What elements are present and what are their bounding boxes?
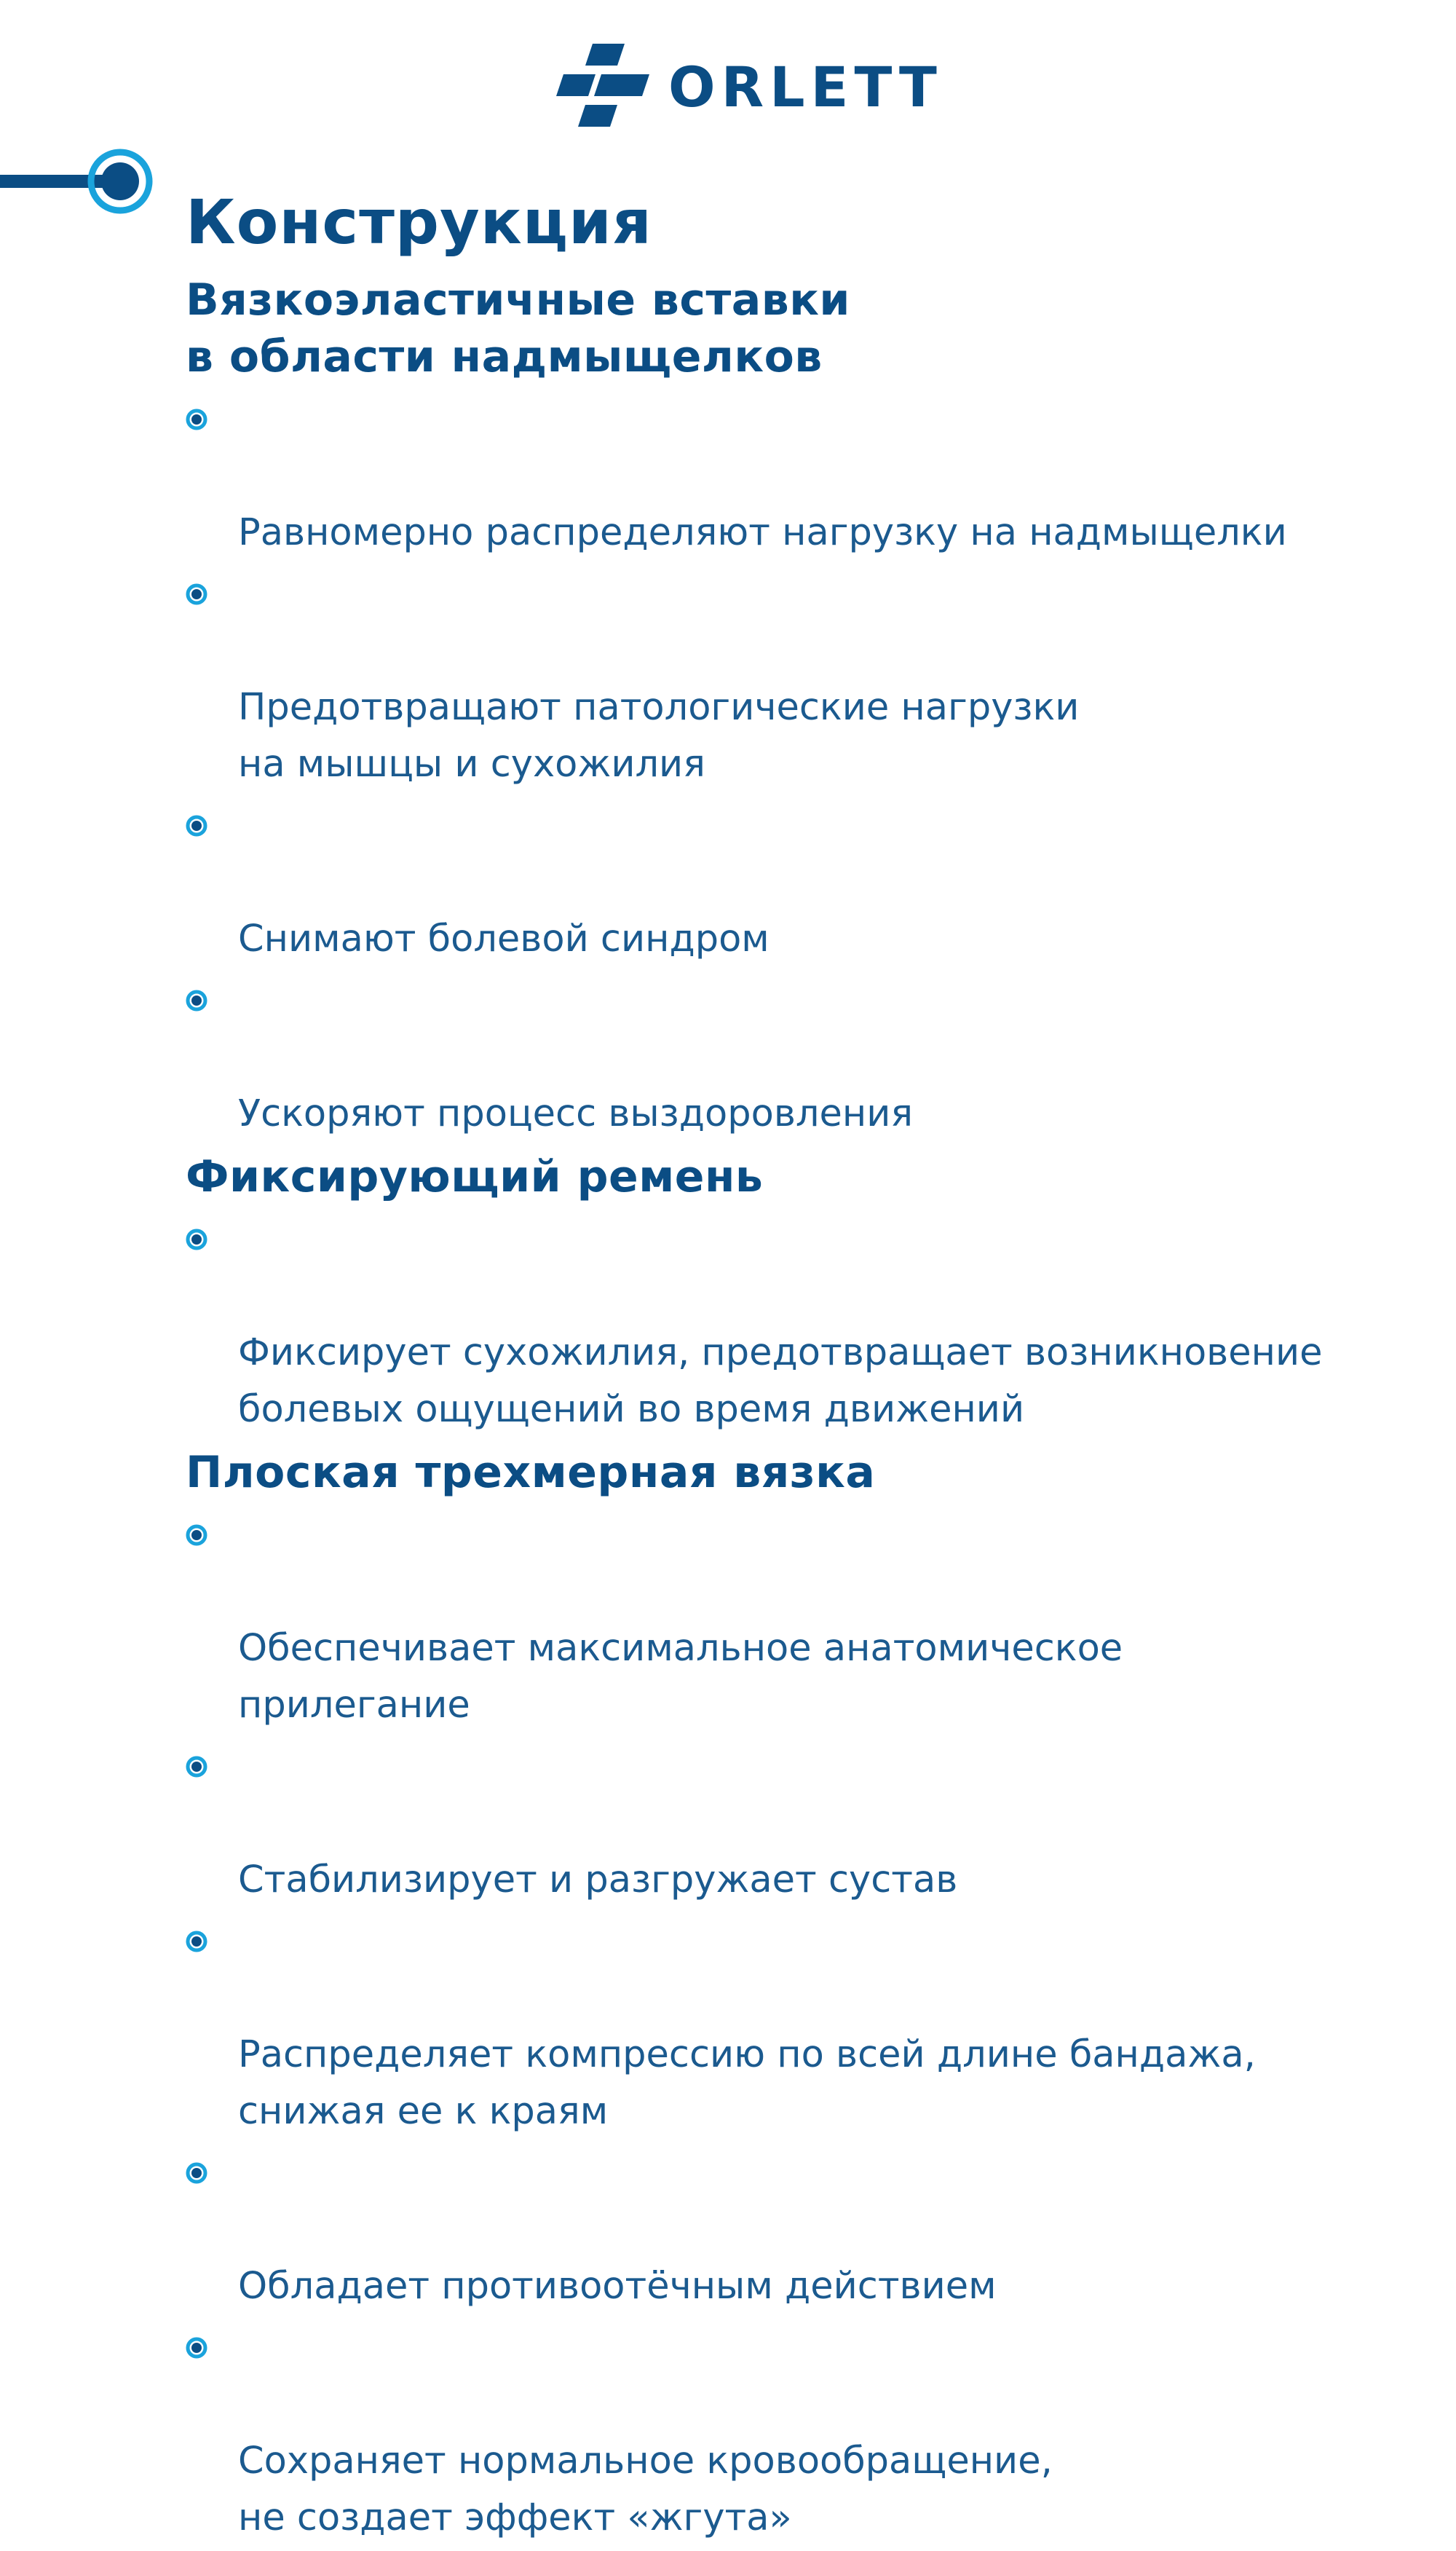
list-item-text: Обладает противоотёчным действием (238, 2265, 997, 2308)
list-item-text: Ускоряют процесс выздоровления (238, 1092, 914, 1135)
list-item (186, 566, 1438, 793)
list-item (186, 972, 1438, 1143)
brand-logo (553, 44, 943, 131)
ring-bullet-icon (186, 1524, 207, 1546)
list-item-text: Предотвращают патологические нагрузки на мышцы и сухожилия (238, 686, 1080, 786)
ring-bullet-icon (186, 1229, 207, 1250)
list-item (186, 2319, 1438, 2547)
list-item-text: Распределяет компрессию по всей длине бандажа, снижая ее к краям (238, 2033, 1256, 2133)
list-item-text: Снимают болевой синдром (238, 918, 769, 961)
list-item-text: Стабилизирует и разгружает сустав (238, 1858, 958, 1901)
list-item-text: Фиксирует сухожилия, предотвращает возникновение болевых ощущений во время движений (238, 1331, 1323, 1431)
main-content (186, 178, 1438, 2551)
section-list-fixing-strap (186, 1211, 1438, 1438)
list-item-text: Сохраняет нормальное кровообращение, не создает эффект «жгута» (238, 2440, 1053, 2539)
section-heading-fixing-strap: Фиксирующий ремень (186, 1151, 764, 1202)
list-item (186, 391, 1438, 561)
section-heading-3d-knit: Плоская трехмерная вязка (186, 1447, 876, 1498)
title-connector-icon (0, 165, 138, 197)
ring-bullet-icon (186, 583, 207, 605)
orlett-cross-logo-icon (553, 44, 655, 131)
list-item (186, 797, 1438, 968)
brand-name: ORLETT (668, 55, 943, 119)
ring-bullet-icon (186, 2162, 207, 2184)
list-item (186, 1211, 1438, 1438)
list-item-text: Равномерно распределяют нагрузку на надмыщелки (238, 511, 1287, 554)
ring-bullet-icon (186, 409, 207, 430)
list-item (186, 1913, 1438, 2140)
ring-bullet-icon (186, 2337, 207, 2359)
ring-bullet-icon (186, 815, 207, 837)
list-item (186, 2145, 1438, 2315)
page-title: Конструкция (186, 186, 652, 258)
section-list-viscoelastic-inserts (186, 391, 1438, 1143)
section-heading-viscoelastic-inserts: Вязкоэластичные вставки в области надмыщелков (186, 275, 850, 382)
ring-bullet-icon (186, 1931, 207, 1952)
list-item (186, 1738, 1438, 1909)
section-list-3d-knit (186, 1507, 1438, 2547)
ring-bullet-icon (186, 990, 207, 1012)
list-item (186, 1507, 1438, 1734)
list-item-text: Обеспечивает максимальное анатомическое прилегание (238, 1627, 1123, 1727)
ring-bullet-icon (186, 1756, 207, 1778)
